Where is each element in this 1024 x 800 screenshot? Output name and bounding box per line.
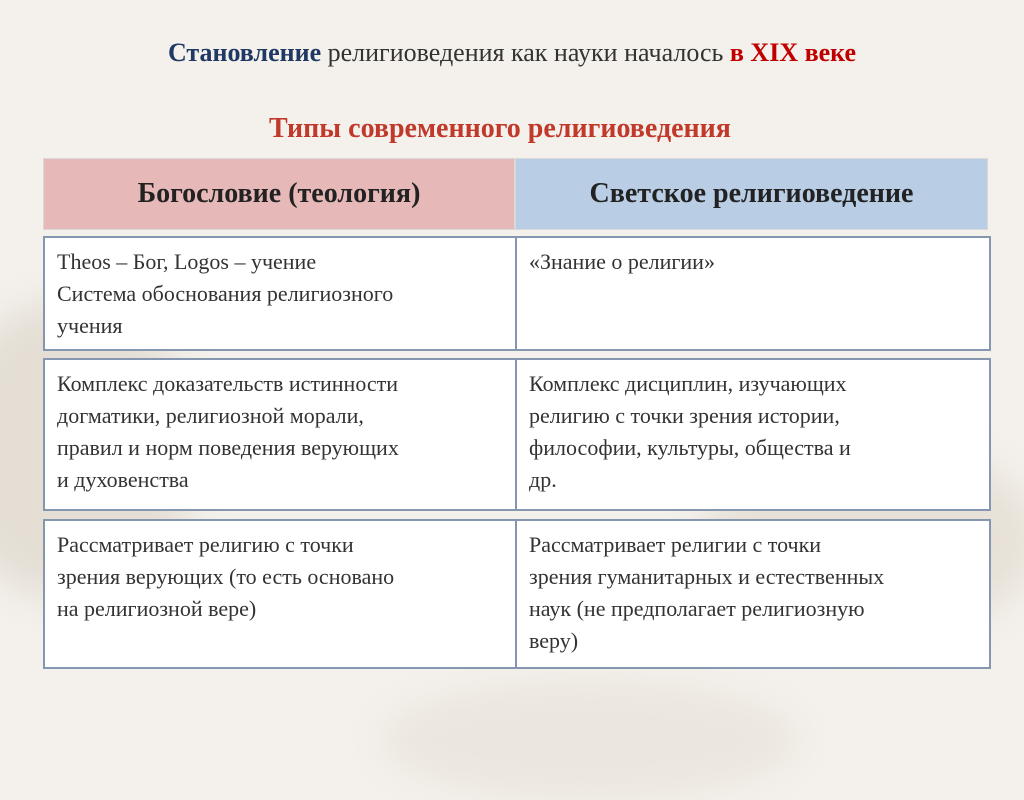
cell-line: Theos – Бог, Logos – учение xyxy=(57,249,317,274)
cell-line: и духовенства xyxy=(57,467,189,492)
slide-heading xyxy=(0,38,1024,68)
table-row xyxy=(43,358,991,511)
heading-part-2: религиоведения как науки началось xyxy=(321,38,730,67)
table-cell-right xyxy=(517,238,989,349)
cell-line: Рассматривает религию с точки xyxy=(57,532,354,557)
cell-line: зрения верующих (то есть основано xyxy=(57,564,395,589)
slide-subtitle: Типы современного религиоведения xyxy=(269,113,731,144)
cell-line: др. xyxy=(529,467,557,492)
table-cell-right xyxy=(517,360,989,509)
cell-line: философии, культуры, общества и xyxy=(529,435,851,460)
cell-line: религию с точки зрения истории, xyxy=(529,403,840,428)
cell-line: Комплекс дисциплин, изучающих xyxy=(529,371,847,396)
table-row xyxy=(43,519,991,669)
cell-line: Рассматривает религии с точки xyxy=(529,532,822,557)
cell-line: правил и норм поведения верующих xyxy=(57,435,399,460)
table-cell-left xyxy=(45,360,517,509)
cell-line: Комплекс доказательств истинности xyxy=(57,371,399,396)
table-cell-left xyxy=(45,238,517,349)
table-cell-left xyxy=(45,521,517,667)
cell-line: Система обоснования религиозного xyxy=(57,281,394,306)
cell-line: наук (не предполагает религиозную xyxy=(529,596,865,621)
cell-line: зрения гуманитарных и естественных xyxy=(529,564,885,589)
heading-part-3: в XIX веке xyxy=(729,38,857,67)
cell-line: веру) xyxy=(529,628,579,653)
table-row xyxy=(43,236,991,351)
cell-line: догматики, религиозной морали, xyxy=(57,403,364,428)
column-header-theology: Богословие (теология) xyxy=(43,158,515,230)
cell-line: учения xyxy=(57,313,123,338)
cell-line: на религиозной вере) xyxy=(57,596,257,621)
column-header-secular: Светское религиоведение xyxy=(515,158,988,230)
heading-part-1: Становление xyxy=(167,38,322,67)
table-cell-right xyxy=(517,521,989,667)
cell-line: «Знание о религии» xyxy=(529,249,715,274)
